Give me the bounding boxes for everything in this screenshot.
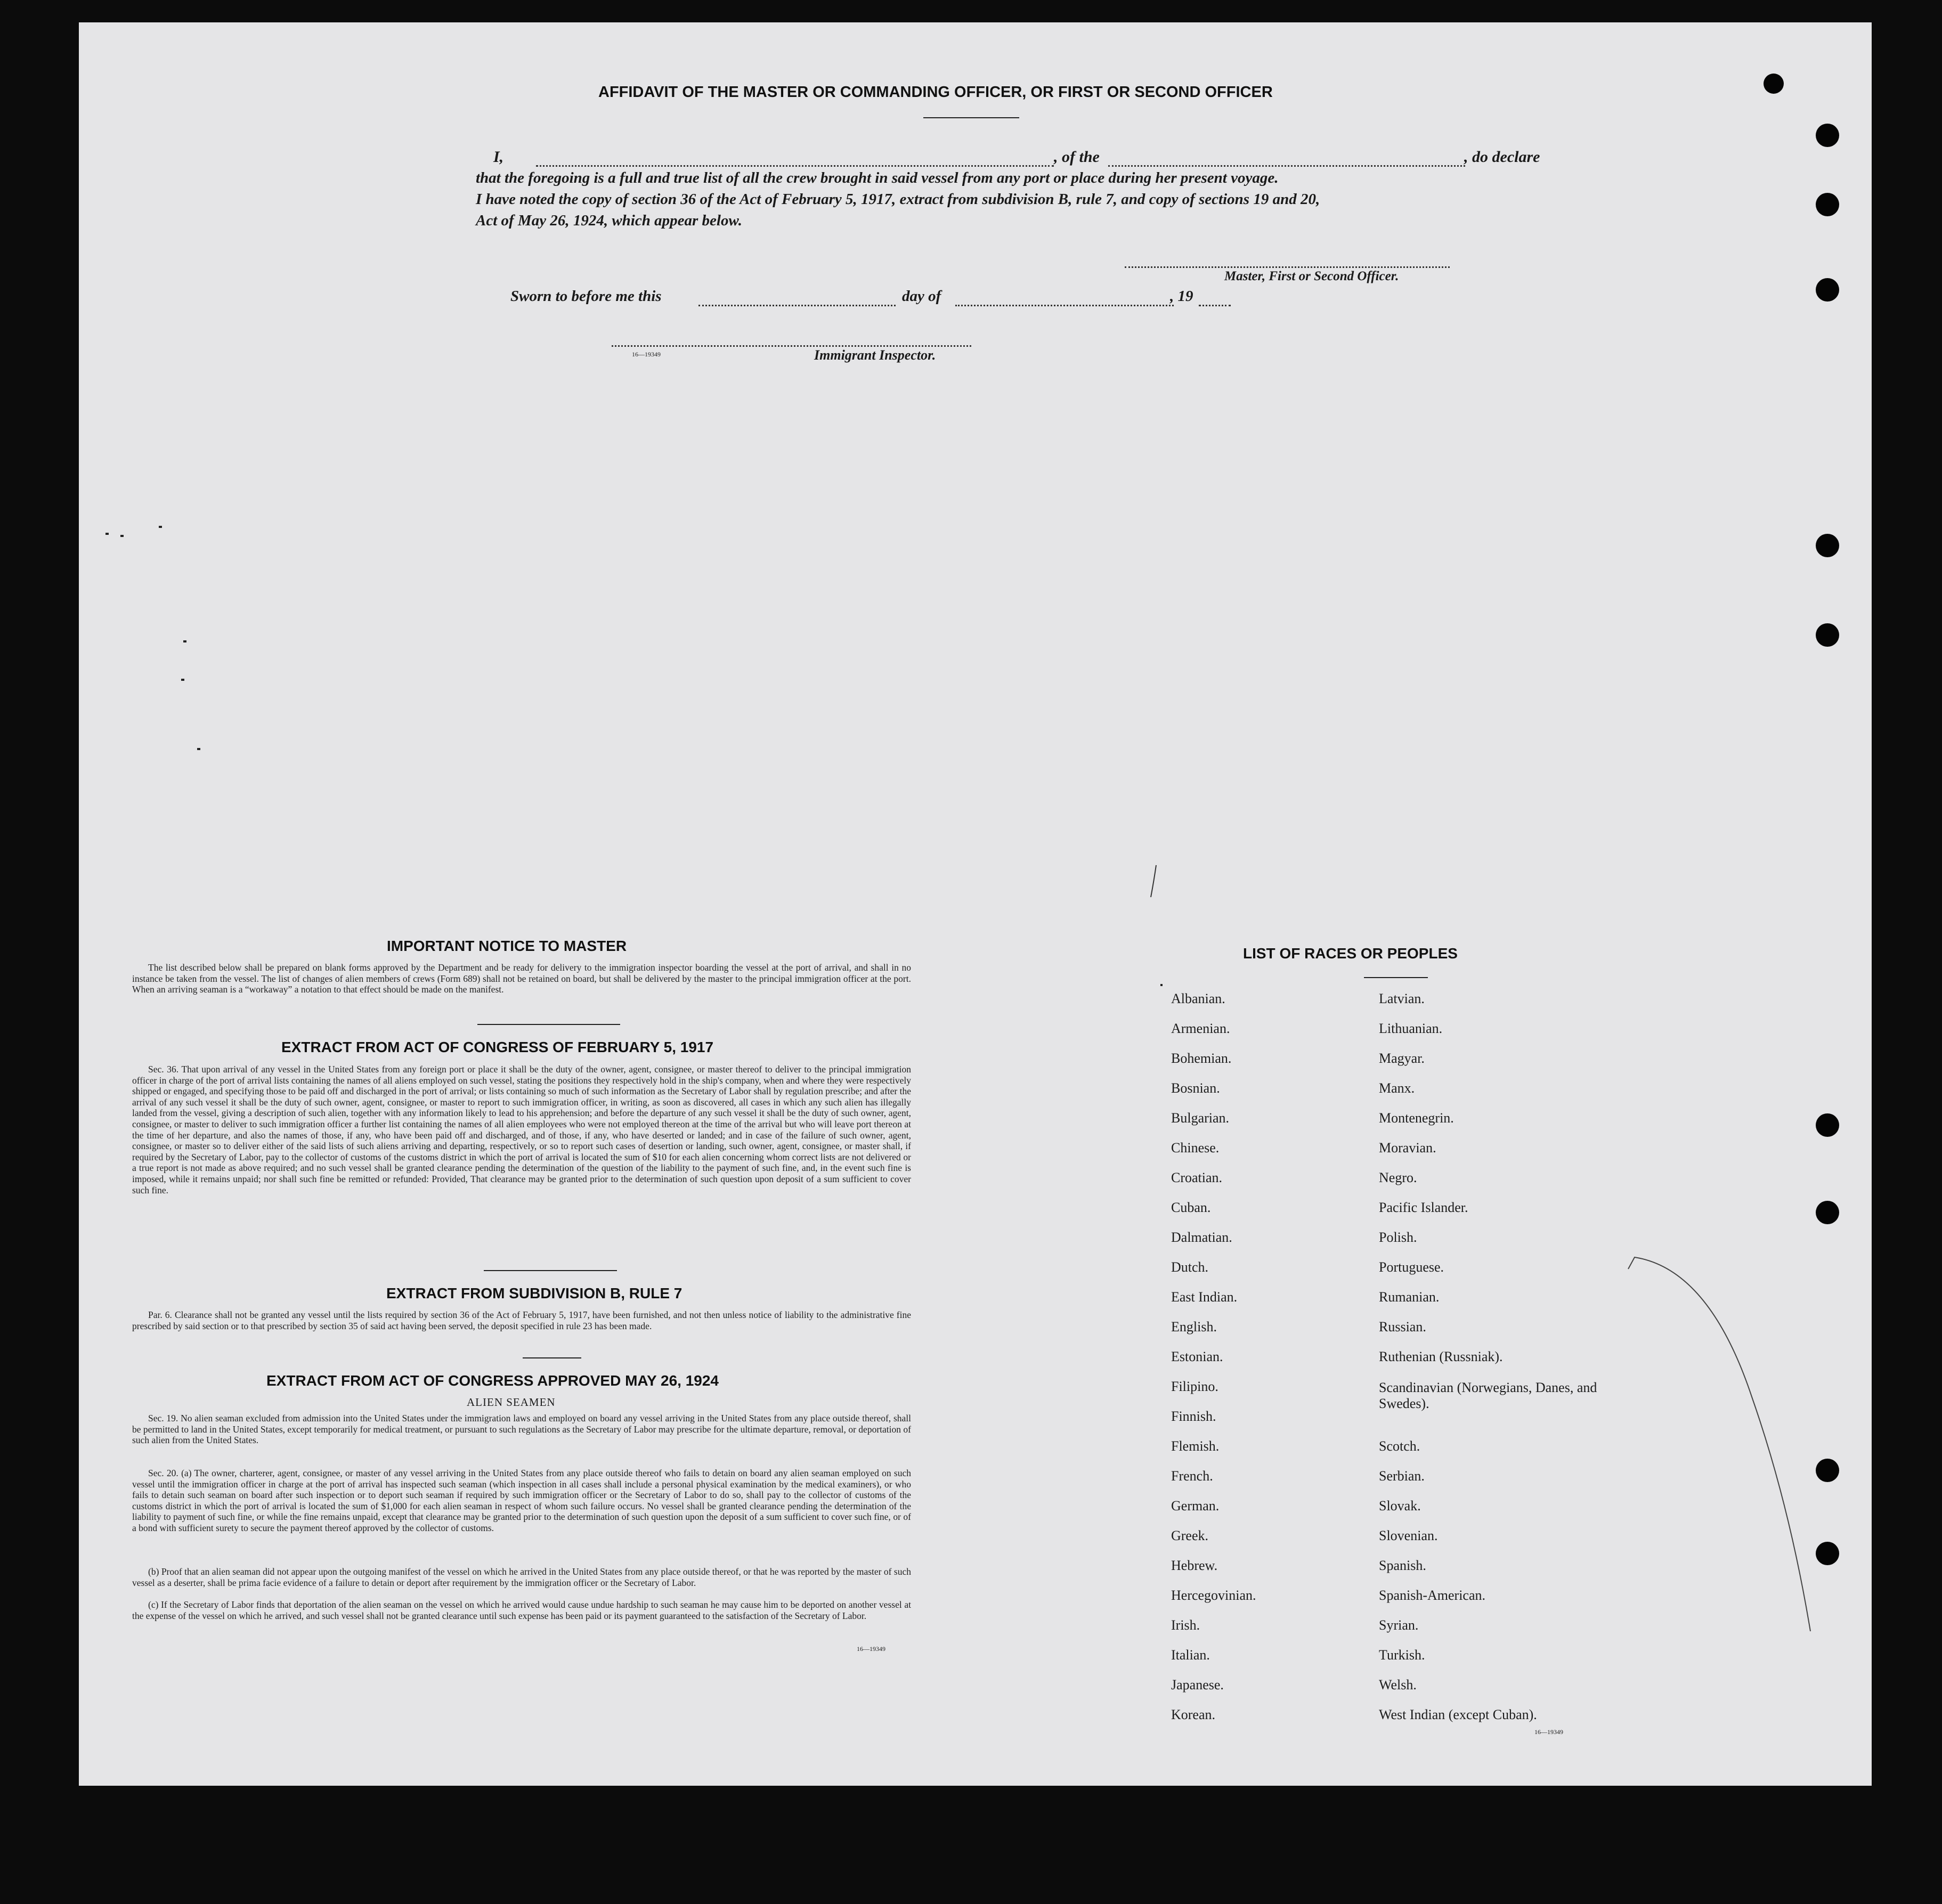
race-item: Spanish. — [1379, 1558, 1426, 1573]
race-item: Armenian. — [1171, 1021, 1230, 1036]
signature-line — [1125, 266, 1450, 268]
binder-hole — [1816, 1201, 1839, 1224]
inspector-line — [612, 345, 971, 347]
race-item: Filipino. — [1171, 1379, 1218, 1394]
affidavit-i: I, — [493, 148, 504, 166]
scan-speck — [183, 640, 186, 642]
race-item: West Indian (except Cuban). — [1379, 1707, 1537, 1722]
race-item: Finnish. — [1171, 1409, 1216, 1424]
race-item: Dalmatian. — [1171, 1230, 1232, 1245]
rule7-text: Par. 6. Clearance shall not be granted any vessel until the lists required by section 36 of the Act of February 5, 1917, have been furnished, and not then unless notice of liability to the administrative fine prescribed by said section or to that prescribed by section 35 of said act having been served, the deposit specified in rule 23 has been made. — [132, 1309, 911, 1331]
race-item: Syrian. — [1379, 1617, 1419, 1633]
rule7-divider — [523, 1357, 581, 1358]
race-item: Greek. — [1171, 1528, 1209, 1543]
race-item: Scandinavian (Norwegians, Danes, and Swedes). — [1379, 1380, 1597, 1411]
sworn-day-of: day of — [902, 288, 941, 305]
scan-speck — [1160, 984, 1163, 986]
scan-speck — [159, 526, 162, 528]
race-item: Polish. — [1379, 1230, 1417, 1245]
extract-1917-text: Sec. 36. That upon arrival of any vessel in the United States from any foreign port or place it shall be the duty of the owner, agent, consignee, or master thereof to deliver to the principal immigration officer in charge of the port of arrival lists containing the names of all aliens employed on such vessel, stating the positions they respectively hold in the ship's company, when and where they were respectively shipped or engaged, and specifying those to be paid off and discharged in the port of arrival; or lists containing so much of such information as the Secretary of Labor shall by regulation prescribe; and after the arrival of any such vessel it shall be the duty of such owner, agent, consignee, or master to report to such immigration officer, in writing, as soon as discovered, all cases in which any such alien has illegally landed from the vessel, giving a description of such alien, together with any information likely to lead to his apprehension; and before the departure of any such vessel it shall be the duty of such owner, agent, consignee, or master to deliver to such immigration officer a further list containing the names of all alien employees who were not employed thereon at the time of the arrival but who will leave port thereon at the time of her departure, and also the names of those, if any, who have been paid off and discharged, and of those, if any, who have deserted or landed; and in case of the failure of such owner, agent, consignee, or master so to deliver either of the said lists of such aliens arriving and departing, respectively, or so to report such cases of desertion or landing, such owner, agent, consignee, or master shall, if required by the Secretary of Labor, pay to the collector of customs of the customs district in which the port of arrival is located the sum of $10 for each alien concerning whom correct lists are not delivered or a true report is not made as above required; and no such vessel shall be granted clearance pending the determination of the question of the liability to the payment of such fine, and, in the event such fine is imposed, while it remains unpaid; nor shall such fine be remitted or refunded: Provided, That clearance may be granted prior to the determination of such question upon deposit of a sum sufficient to cover such fine. — [132, 1064, 911, 1195]
race-item: German. — [1171, 1498, 1220, 1514]
sworn-prefix: Sworn to before me this — [510, 288, 662, 305]
document-page — [79, 22, 1872, 1786]
sworn-year-blank — [1199, 305, 1231, 306]
sec20c-text: (c) If the Secretary of Labor finds that deportation of the alien seaman on the vessel on which he arrived would cause undue hardship to such seaman he may cause him to be deported on another vessel at the expense of the vessel on which he arrived, and such vessel shall not be granted clearance until such expense has been paid or its payment guaranteed to the satisfaction of the Secretary of Labor. — [132, 1599, 911, 1621]
binder-hole — [1816, 534, 1839, 557]
pencil-curve — [1619, 1237, 1821, 1642]
binder-hole — [1816, 278, 1839, 302]
race-item: Irish. — [1171, 1617, 1200, 1633]
race-item: Slovak. — [1379, 1498, 1421, 1514]
affidavit-of-the: , of the — [1054, 148, 1100, 166]
vessel-blank — [1108, 165, 1465, 167]
race-item: Korean. — [1171, 1707, 1216, 1722]
affidavit-line-3: I have noted the copy of section 36 of the Act of February 5, 1917, extract from subdivision B, rule 7, and copy of sections 19 and 20, — [476, 191, 1320, 208]
affidavit-line-4: Act of May 26, 1924, which appear below. — [476, 212, 742, 229]
extract-1917-divider — [484, 1270, 617, 1271]
form-number-top: 16—19349 — [632, 351, 661, 358]
notice-title: IMPORTANT NOTICE TO MASTER — [387, 938, 627, 954]
race-item: Moravian. — [1379, 1140, 1436, 1156]
race-item: Magyar. — [1379, 1051, 1425, 1066]
race-item: Ruthenian (Russniak). — [1379, 1349, 1503, 1364]
race-item: Turkish. — [1379, 1647, 1425, 1663]
races-divider — [1364, 977, 1428, 978]
race-item: Bohemian. — [1171, 1051, 1232, 1066]
race-item: Croatian. — [1171, 1170, 1223, 1185]
race-item: Chinese. — [1171, 1140, 1220, 1156]
sworn-month-blank — [955, 305, 1174, 306]
race-item: Hebrew. — [1171, 1558, 1218, 1573]
race-item: Slovenian. — [1379, 1528, 1438, 1543]
race-item: Montenegrin. — [1379, 1110, 1454, 1126]
race-item: Negro. — [1379, 1170, 1417, 1185]
race-item: Portuguese. — [1379, 1259, 1444, 1275]
sworn-day-blank — [698, 305, 896, 306]
form-number-extract: 16—19349 — [857, 1645, 885, 1653]
pencil-stroke — [1144, 864, 1160, 901]
sec19-text: Sec. 19. No alien seaman excluded from admission into the United States under the immigration laws and employed on board any vessel arriving in the United States from any place outside thereof, shall be permitted to land in the United States, except temporarily for medical treatment, or pursuant to such regulations as the Secretary of Labor may prescribe for the ultimate departure, removal, or deportation of such alien from the United States. — [132, 1413, 911, 1446]
binder-hole — [1816, 124, 1839, 147]
race-item: Manx. — [1379, 1080, 1415, 1096]
race-item: Rumanian. — [1379, 1289, 1440, 1305]
race-item: Albanian. — [1171, 991, 1225, 1006]
inspector-label: Immigrant Inspector. — [814, 347, 936, 363]
scan-speck — [120, 535, 124, 537]
race-item: Flemish. — [1171, 1438, 1220, 1454]
races-title: LIST OF RACES OR PEOPLES — [1243, 945, 1458, 962]
notice-divider — [477, 1024, 620, 1025]
notice-text: The list described below shall be prepared on blank forms approved by the Department and be ready for delivery to the immigration inspector boarding the vessel at the port of arrival, and shall in no instance be taken from the vessel. The list of changes of alien members of crews (Form 689) shall not be retained on board, but shall be delivered by the master to the principal immigration officer at the port. When an arriving seaman is a “workaway” a notation to that effect should be made on the manifest. — [132, 962, 911, 995]
race-item: Hercegovinian. — [1171, 1588, 1256, 1603]
binder-hole — [1816, 1113, 1839, 1137]
race-item: Bosnian. — [1171, 1080, 1220, 1096]
race-item: Italian. — [1171, 1647, 1210, 1663]
race-item: East Indian. — [1171, 1289, 1238, 1305]
affidavit-title: AFFIDAVIT OF THE MASTER OR COMMANDING OFFICER, OR FIRST OR SECOND OFFICER — [598, 84, 1273, 101]
race-item: Spanish-American. — [1379, 1588, 1486, 1603]
race-item: Welsh. — [1379, 1677, 1417, 1693]
scan-speck — [105, 533, 109, 535]
race-item: Lithuanian. — [1379, 1021, 1443, 1036]
race-item: Dutch. — [1171, 1259, 1209, 1275]
sec20b-text: (b) Proof that an alien seaman did not appear upon the outgoing manifest of the vessel on which he arrived in the United States from any place outside thereof, or that he was reported by the master of such vessel as a deserter, shall be prima facie evidence of a failure to detain or deport after requirement by the immigration officer or the Secretary of Labor. — [132, 1566, 911, 1588]
scan-speck — [197, 748, 200, 750]
race-item: Estonian. — [1171, 1349, 1223, 1364]
rule7-title: EXTRACT FROM SUBDIVISION B, RULE 7 — [386, 1285, 682, 1301]
affidavit-line-2: that the foregoing is a full and true list of all the crew brought in said vessel from any port or place during her present voyage. — [476, 169, 1279, 186]
extract-1924-subtitle: ALIEN SEAMEN — [467, 1396, 556, 1409]
race-item: Cuban. — [1171, 1200, 1211, 1215]
race-item: English. — [1171, 1319, 1217, 1335]
binder-hole — [1816, 623, 1839, 647]
binder-hole — [1816, 193, 1839, 216]
binder-hole — [1764, 74, 1784, 94]
extract-1917-title: EXTRACT FROM ACT OF CONGRESS OF FEBRUARY 5, 1917 — [281, 1039, 714, 1055]
signature-label: Master, First or Second Officer. — [1224, 269, 1399, 283]
extract-1924-title: EXTRACT FROM ACT OF CONGRESS APPROVED MAY 26, 1924 — [266, 1372, 719, 1389]
form-number-races: 16—19349 — [1534, 1728, 1563, 1736]
sec20a-text: Sec. 20. (a) The owner, charterer, agent, consignee, or master of any vessel arriving in the United States from any place outside thereof who fails to detain on board any alien seaman employed on such vessel until the immigration officer in charge at the port of arrival has inspected such seaman (which inspection in all cases shall include a personal physical examination by the medical examiners), or who fails to detain such seaman on board after such inspection or to deport such seaman if required by such immigration officer or the Secretary of Labor to do so, shall pay to the collector of customs of the customs district in which the port of arrival is located the sum of $1,000 for each alien seaman in respect of whom such failure occurs. No vessel shall be granted clearance pending the determination of the liability to payment of such fine, or while the fine remains unpaid, except that clearance may be granted prior to the determination of such question upon the deposit of a sum sufficient to cover such fine, or of a bond with sufficient surety to secure the payment thereof approved by the collector of customs. — [132, 1468, 911, 1533]
title-divider — [923, 117, 1019, 118]
sworn-year: , 19 — [1170, 288, 1193, 305]
race-item: Japanese. — [1171, 1677, 1224, 1693]
race-item: Russian. — [1379, 1319, 1426, 1335]
race-item: Bulgarian. — [1171, 1110, 1230, 1126]
scan-speck — [181, 679, 184, 681]
race-item: Latvian. — [1379, 991, 1425, 1006]
affidavit-declare: , do declare — [1464, 148, 1540, 166]
race-item: Scotch. — [1379, 1438, 1420, 1454]
race-item: Pacific Islander. — [1379, 1200, 1468, 1215]
race-item: French. — [1171, 1468, 1213, 1484]
name-blank — [536, 165, 1054, 167]
race-item: Serbian. — [1379, 1468, 1425, 1484]
